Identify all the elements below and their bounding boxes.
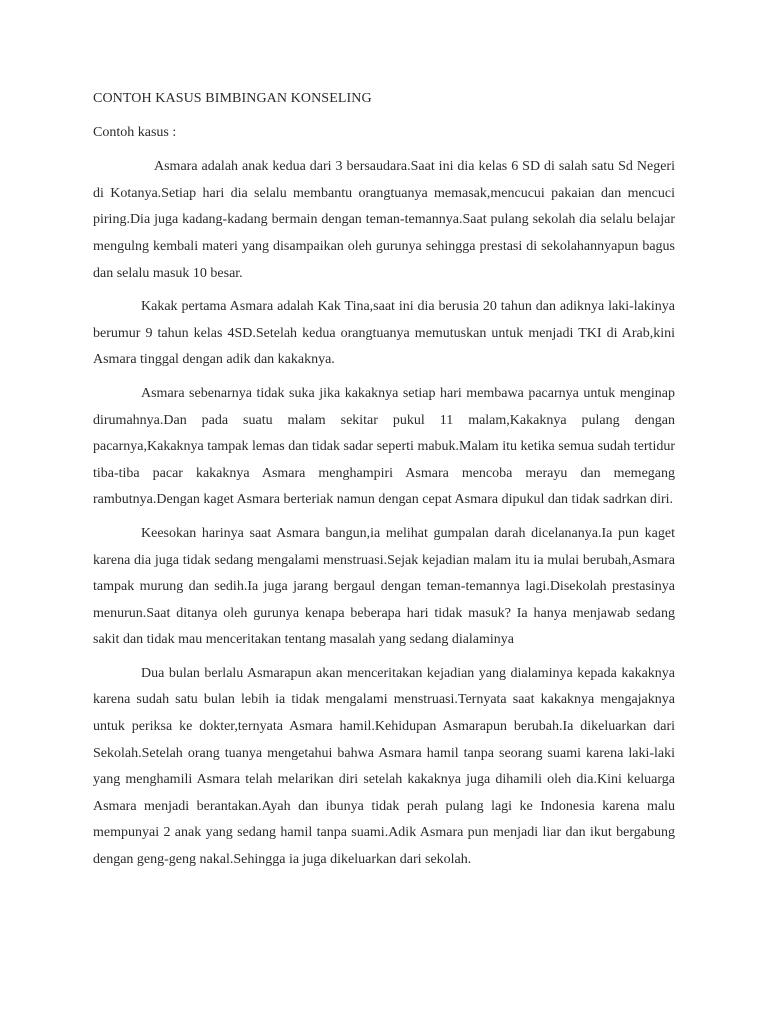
paragraph-2: Kakak pertama Asmara adalah Kak Tina,saat ini dia berusia 20 tahun dan adiknya laki-lakinya berumur 9 tahun kelas 4SD.Setelah kedua orangtuanya memutuskan untuk menjadi TKI di Arab,kini Asmara tinggal dengan adik dan kakaknya. <box>93 299 675 368</box>
document-title: CONTOH KASUS BIMBINGAN KONSELING <box>93 91 372 106</box>
paragraph-4: Keesokan harinya saat Asmara bangun,ia melihat gumpalan darah dicelananya.Ia pun kaget karena dia juga tidak sedang mengalami menstruasi.Sejak kejadian malam itu ia mulai berubah,Asmara tampak murung dan sedih.Ia juga jarang bergaul dengan teman-temannya lagi.Disekolah prestasinya menurun.Saat ditanya oleh gurunya kenapa beberapa hari tidak masuk? Ia hanya menjawab sedang sakit dan tidak mau menceritakan tentang masalah yang sedang dialaminya <box>93 525 675 648</box>
paragraph-1: Asmara adalah anak kedua dari 3 bersaudara.Saat ini dia kelas 6 SD di salah satu Sd Negeri di Kotanya.Setiap hari dia selalu membantu orangtuanya memasak,mencucui pakaian dan mencuci piring.Dia juga kadang-kadang bermain dengan teman-temannya.Saat pulang sekolah dia selalu belajar mengulng kembali materi yang disampaikan oleh gurunya sehingga prestasi di sekolahannyapun bagus dan selalu masuk 10 besar. <box>93 159 675 281</box>
case-label: Contoh kasus : <box>93 124 177 140</box>
paragraph-5: Dua bulan berlalu Asmarapun akan menceritakan kejadian yang dialaminya kepada kakaknya karena sudah satu bulan lebih ia tidak mengalami menstruasi.Ternyata saat kakaknya mengajaknya untuk periksa ke dokter,ternyata Asmara hamil.Kehidupan Asmarapun berubah.Ia dikeluarkan dari Sekolah.Setelah orang tuanya mengetahui bahwa Asmara hamil tanpa seorang suami karena laki-laki yang menghamili Asmara telah melarikan diri setelah kakaknya juga dihamili oleh dia.Kini keluarga Asmara menjadi berantakan.Ayah dan ibunya tidak perah pulang lagi ke Indonesia karena malu mempunyai 2 anak yang sedang hamil tanpa suami.Adik Asmara pun menjadi liar dan ikut bergabung dengan geng-geng nakal.Sehingga ia juga dikeluarkan dari sekolah. <box>93 665 675 868</box>
paragraph-3: Asmara sebenarnya tidak suka jika kakaknya setiap hari membawa pacarnya untuk menginap dirumahnya.Dan pada suatu malam sekitar pukul 11 malam,Kakaknya pulang dengan pacarnya,Kakaknya tampak lemas dan tidak sadar seperti mabuk.Malam itu ketika semua sudah tertidur tiba-tiba pacar kakaknya Asmara menghampiri Asmara mencoba merayu dan memegang rambutnya.Dengan kaget Asmara berteriak namun dengan cepat Asmara dipukul dan tidak sadrkan diri. <box>93 385 675 508</box>
